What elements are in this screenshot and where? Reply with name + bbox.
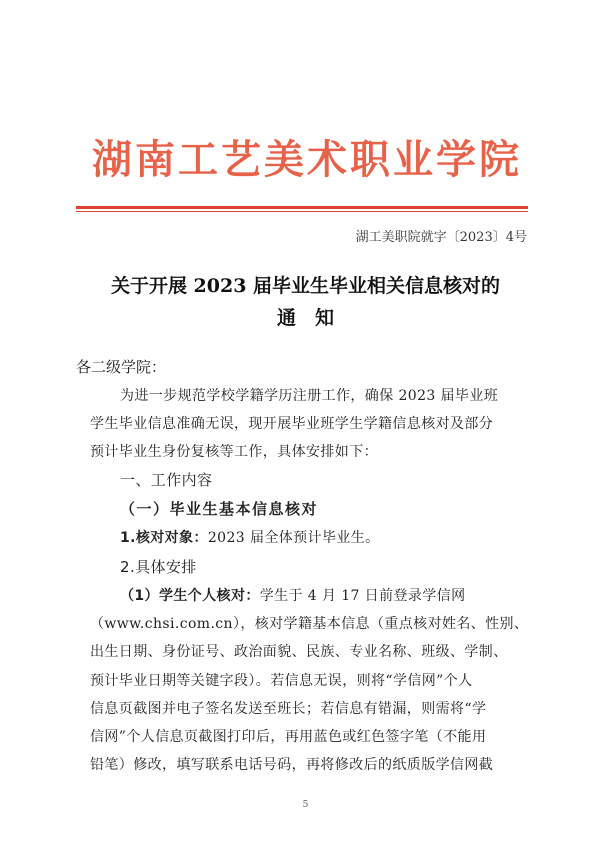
item-text: 2023 届全体预计毕业生。	[207, 530, 380, 546]
intro-line: 为进一步规范学校学籍学历注册工作，确保 2023 届毕业班	[120, 388, 499, 404]
document-number: 湖工美职院就字〔2023〕4号	[355, 230, 527, 245]
intro-paragraph	[90, 382, 530, 467]
organization-name: 湖南工艺美术职业学院	[92, 136, 522, 183]
student-check-text: 学生于 4 月 17 日前登录学信网	[259, 588, 466, 604]
paragraph-line: 预计毕业日期等关键字段）。若信息无误，则将“学信网”个人	[90, 672, 473, 689]
notice-title-line1: 关于开展 2023 届毕业生毕业相关信息核对的	[110, 275, 501, 297]
header-rule-thick	[76, 206, 528, 209]
intro-line: 学生毕业信息准确无误，现开展毕业班学生学籍信息核对及部分	[90, 416, 494, 433]
salutation: 各二级学院：	[76, 358, 167, 376]
item-target	[90, 524, 560, 552]
student-check-paragraph	[90, 582, 530, 779]
item-label: 1.核对对象：	[120, 530, 208, 546]
paragraph-line: 铅笔）修改，填写联系电话号码，再将修改后的纸质版学信网截	[90, 757, 494, 774]
notice-title-line2: 通 知	[276, 307, 334, 329]
paragraph-line: 信息页截图并电子签名发送至班长；若信息有错漏，则需将“学	[90, 700, 487, 717]
section-heading: 一、工作内容	[120, 471, 213, 489]
subsection-heading: （一）毕业生基本信息核对	[120, 500, 319, 518]
intro-line: 预计毕业生身份复核等工作，具体安排如下：	[90, 444, 378, 461]
paragraph-line: （www.chsi.com.cn），核对学籍基本信息（重点核对姓名、性别、	[90, 616, 529, 633]
paragraph-line: 出生日期、身份证号、政治面貌、民族、专业名称、班级、学制、	[90, 644, 508, 661]
paragraph-line: 信网”个人信息页截图打印后，再用蓝色或红色签字笔（不能用	[90, 729, 487, 746]
page-number: 5	[302, 800, 309, 810]
item-arrangement-heading: 2.具体安排	[120, 558, 197, 576]
header-rule-thin	[76, 211, 528, 212]
student-check-label: （1）学生个人核对：	[120, 588, 260, 604]
